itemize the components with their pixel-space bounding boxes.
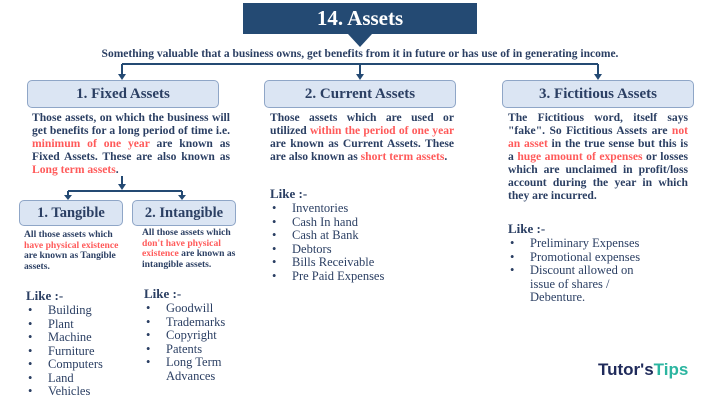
text-segment: The Fictitious word, itself says "fake". So Fictitious Assets are xyxy=(508,111,688,137)
like-label: Like :- xyxy=(270,186,308,201)
current-list xyxy=(270,202,384,283)
text-segment: in the true sense but this is a xyxy=(508,137,688,163)
current-assets-box: 2. Current Assets xyxy=(264,80,456,108)
list-item: • Promotional expenses xyxy=(508,251,658,265)
text-segment: Those assets, on which the business will get benefits for a long period of time i.e. xyxy=(32,111,230,137)
text-segment: are known as Tangible assets. xyxy=(24,250,116,272)
list-item: • Land xyxy=(26,372,103,386)
highlighted-text: minimum of one year xyxy=(32,137,150,150)
list-item: • Cash In hand xyxy=(270,216,384,230)
tutors-tips-logo xyxy=(598,360,688,380)
intangible-box: 2. Intangible xyxy=(132,200,236,226)
highlighted-text: huge amount of expenses xyxy=(517,150,643,163)
tangible-list xyxy=(26,304,103,399)
list-item: • Pre Paid Expenses xyxy=(270,270,384,284)
fictitious-list xyxy=(508,237,658,305)
text-segment: are known as Current Assets. These are also known as xyxy=(270,137,454,163)
highlighted-text: short term assets xyxy=(360,150,445,163)
intangible-list xyxy=(144,302,244,383)
fixed-assets-description xyxy=(32,111,230,176)
fictitious-assets-description xyxy=(508,111,688,202)
fictitious-examples xyxy=(508,221,658,305)
fixed-assets-box: 1. Fixed Assets xyxy=(27,80,219,108)
list-item: • Building xyxy=(26,304,103,318)
intangible-description xyxy=(142,228,237,270)
tangible-description xyxy=(24,230,124,272)
text-segment: All those assets which xyxy=(24,229,113,240)
list-item: • Vehicles xyxy=(26,385,103,399)
list-item: • Computers xyxy=(26,358,103,372)
list-item: • Copyright xyxy=(144,329,244,343)
assets-definition: Something valuable that a business owns, get benefits from it in future or has use of in generating income. xyxy=(101,48,619,60)
title-box: 14. Assets xyxy=(243,3,477,34)
list-item: • Bills Receivable xyxy=(270,256,384,270)
list-item: • Cash at Bank xyxy=(270,229,384,243)
text-segment: Those assets which are used or utilized xyxy=(270,111,454,137)
intangible-examples xyxy=(144,286,244,383)
text-segment: are known as Fixed Assets. These are also known as xyxy=(32,137,230,163)
text-segment: All those assets which xyxy=(142,227,231,238)
highlighted-text: not an asset xyxy=(508,124,688,150)
tangible-box: 1. Tangible xyxy=(19,200,123,226)
logo-part1: Tutor's xyxy=(598,360,654,379)
logo-part2: Tips xyxy=(653,360,689,379)
current-examples xyxy=(270,186,384,283)
list-item: • Patents xyxy=(144,343,244,357)
highlighted-text: don't have physical existence xyxy=(142,237,221,259)
list-item: • Inventories xyxy=(270,202,384,216)
list-item: • Furniture xyxy=(26,345,103,359)
list-item: • Trademarks xyxy=(144,316,244,330)
list-item: • Preliminary Expenses xyxy=(508,237,658,251)
fictitious-assets-box: 3. Fictitious Assets xyxy=(502,80,694,108)
text-segment: or losses which are unclaimed in profit/loss account during the year in which they are incurred. xyxy=(508,150,688,202)
text-segment: . xyxy=(115,163,119,176)
highlighted-text: within the period of one year xyxy=(309,124,454,137)
list-item: • Discount allowed on issue of shares / Debenture. xyxy=(508,264,658,305)
list-item: • Machine xyxy=(26,331,103,345)
tangible-examples xyxy=(26,288,103,399)
like-label: Like :- xyxy=(26,288,64,303)
list-item: • Plant xyxy=(26,318,103,332)
list-item: • Goodwill xyxy=(144,302,244,316)
current-assets-description xyxy=(270,111,454,163)
highlighted-text: have physical existence xyxy=(24,239,119,251)
text-segment: are known as intangible assets. xyxy=(142,248,236,270)
like-label: Like :- xyxy=(508,221,546,236)
list-item: • Debtors xyxy=(270,243,384,257)
text-segment: . xyxy=(444,150,448,163)
list-item: • Long Term Advances xyxy=(144,356,244,383)
like-label: Like :- xyxy=(144,286,182,301)
highlighted-text: Long term assets xyxy=(32,163,116,176)
